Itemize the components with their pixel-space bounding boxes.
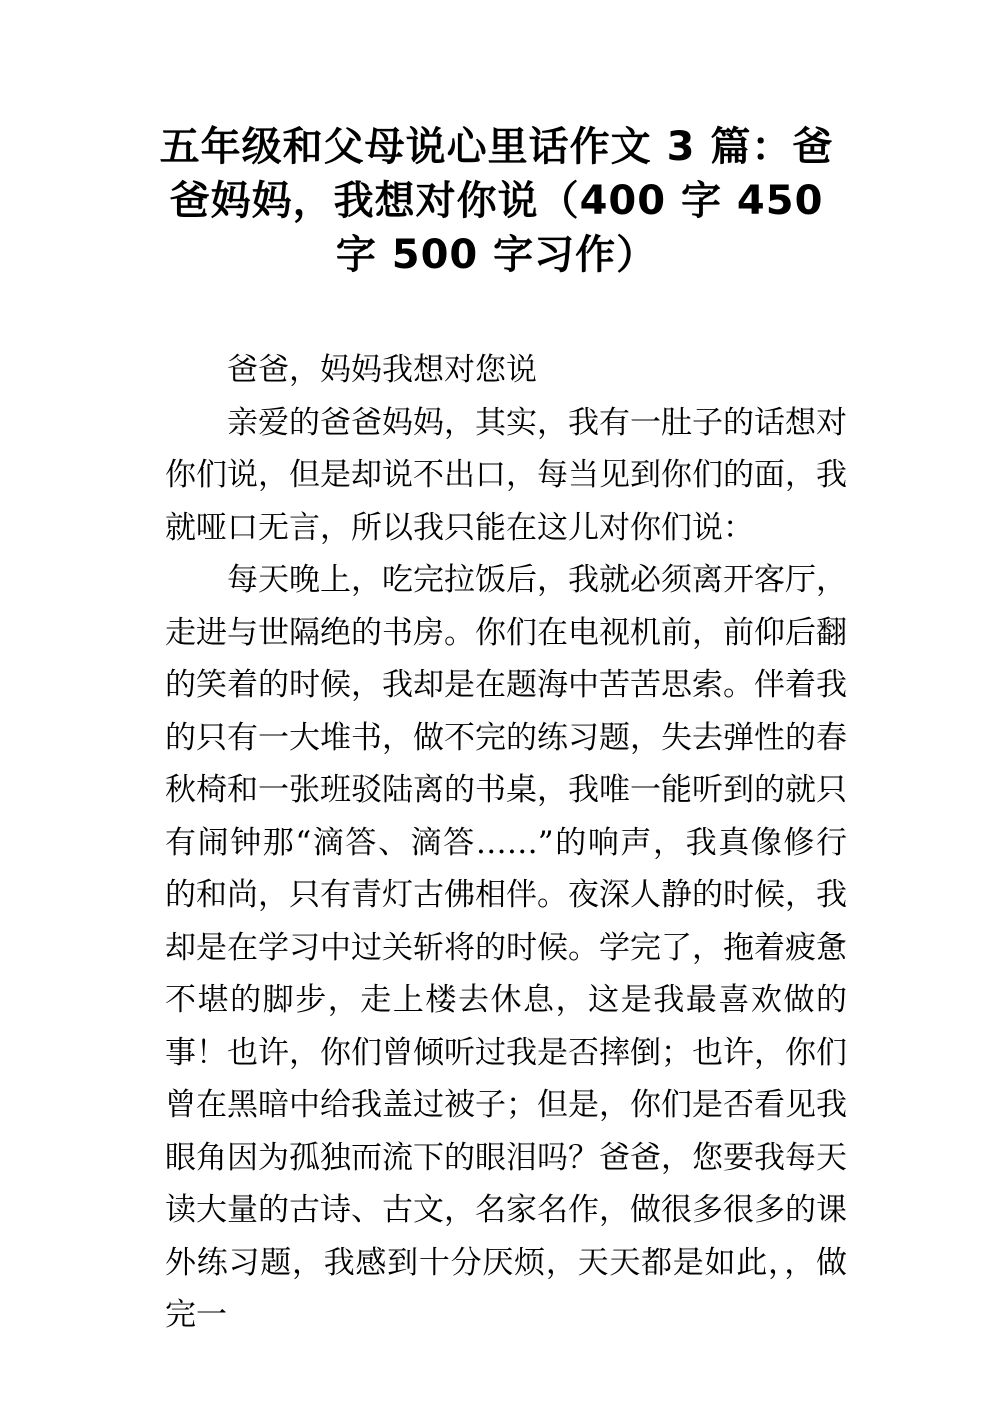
document-title: 五年级和父母说心里话作文 3 篇：爸爸妈妈，我想对你说（400 字 450 字 500 字习作） — [159, 124, 834, 278]
document-body — [165, 344, 847, 1342]
paragraph-main: 每天晚上，吃完拉饭后，我就必须离开客厅，走进与世隔绝的书房。你们在电视机前，前仰后翻的笑着的时候，我却是在题海中苦苦思索。伴着我的只有一大堆书，做不完的练习题，失去弹性的春秋椅和一张班驳陆离的书桌，我唯一能听到的就只有闹钟那“滴答、滴答……”的响声，我真像修行的和尚，只有青灯古佛相伴。夜深人静的时候，我却是在学习中过关斩将的时候。学完了，拖着疲惫不堪的脚步，走上楼去休息，这是我最喜欢做的事！也许，你们曾倾听过我是否摔倒；也许，你们曾在黑暗中给我盖过被子；但是，你们是否看见我眼角因为孤独而流下的眼泪吗？爸爸，您要我每天读大量的古诗、古文，名家名作，做很多很多的课外练习题，我感到十分厌烦，天天都是如此，，做完一 — [165, 562, 847, 1333]
paragraph-opening-line: 爸爸，妈妈我想对您说 — [227, 352, 537, 388]
paragraph-intro: 亲爱的爸爸妈妈，其实，我有一肚子的话想对你们说，但是却说不出口，每当见到你们的面，我就哑口无言，所以我只能在这儿对你们说： — [165, 404, 847, 546]
